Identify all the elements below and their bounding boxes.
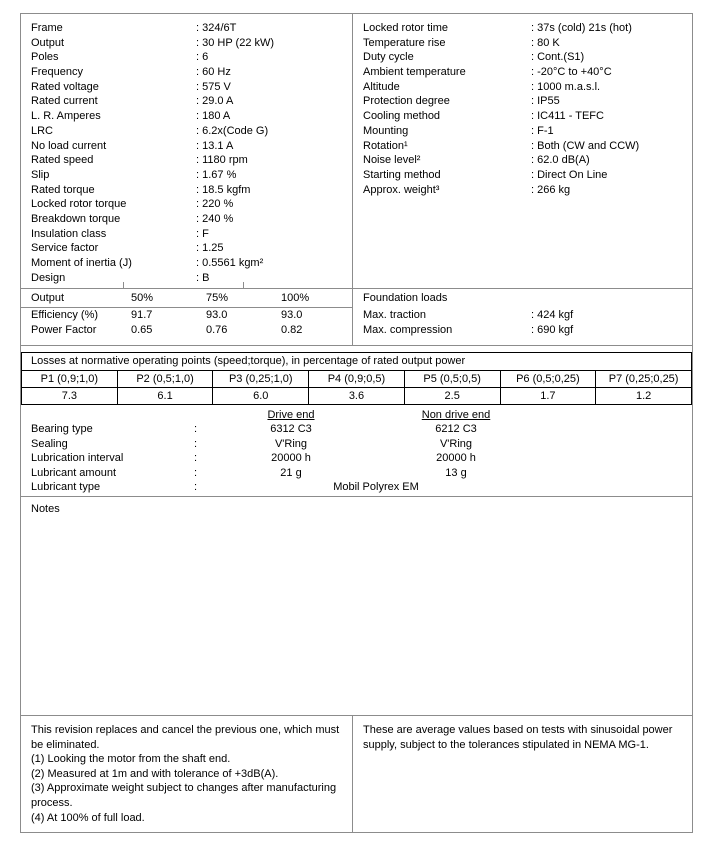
spec-value: : 62.0 dB(A) (531, 154, 590, 167)
spec-row (31, 241, 352, 256)
bearing-non-drive-end-value: 13 g (445, 466, 467, 479)
spec-label: No load current (31, 139, 107, 152)
lubricant-type-value: Mobil Polyrex EM (333, 481, 419, 493)
tolerance-disclaimer: These are average values based on tests with sinusoidal power supply, subject to the tolerances stipulated in NEMA MG-1. (363, 724, 673, 751)
spec-value: : Both (CW and CCW) (531, 139, 640, 152)
foundation-value: : 690 kgf (531, 323, 574, 336)
footer-right-column (353, 716, 692, 832)
spec-row (31, 183, 352, 198)
spec-label: Frame (31, 22, 63, 34)
foundation-row (363, 323, 692, 338)
spec-label: Breakdown torque (31, 212, 121, 225)
spec-row (363, 80, 692, 95)
performance-header-cell: 75% (206, 292, 229, 304)
performance-row-label: Efficiency (%) (31, 309, 99, 321)
bearings-header-row (21, 408, 692, 422)
spec-label: Ambient temperature (363, 66, 466, 79)
spec-row (31, 227, 352, 242)
datasheet-frame (20, 13, 693, 833)
non-drive-end-header: Non drive end (421, 409, 491, 421)
specs-right-list (353, 14, 692, 197)
spec-value: : 575 V (196, 80, 231, 93)
bearing-drive-end-value: 20000 h (271, 452, 311, 464)
spec-row (31, 50, 352, 65)
spec-label: Slip (31, 168, 50, 181)
losses-column-header: P3 (0,25;1,0) (213, 371, 309, 388)
bearing-rows (21, 422, 692, 480)
spec-label: Design (31, 271, 66, 284)
bearing-colon: : (194, 423, 198, 435)
specs-section (21, 14, 692, 289)
spec-row (31, 256, 352, 271)
lubricant-type-label: Lubricant type (31, 481, 101, 493)
spec-label: Rated voltage (31, 80, 99, 93)
footnote-line: (4) At 100% of full load. (31, 811, 145, 824)
losses-column-header: P2 (0,5;1,0) (117, 371, 213, 388)
losses-value: 3.6 (309, 388, 405, 405)
spec-value: : 37s (cold) 21s (hot) (531, 22, 632, 34)
spec-label: Insulation class (31, 227, 107, 240)
spec-value: : 1000 m.a.s.l. (531, 80, 601, 93)
spec-row (31, 36, 352, 51)
performance-row (31, 323, 352, 338)
losses-column-header: P6 (0,5;0,25) (500, 371, 596, 388)
spec-value: : -20°C to +40°C (531, 66, 612, 79)
losses-value: 1.2 (596, 388, 692, 405)
spec-row (31, 153, 352, 168)
spec-value: : 180 A (196, 110, 231, 123)
spec-row (363, 109, 692, 124)
performance-header-cell: 100% (281, 292, 310, 304)
bearing-colon: : (194, 452, 198, 464)
foundation-label: Max. compression (363, 323, 453, 336)
spec-label: Frequency (31, 66, 83, 79)
spec-row (363, 36, 692, 51)
bearing-row-label: Lubricant amount (31, 466, 116, 479)
losses-value: 7.3 (22, 388, 118, 405)
spec-label: Locked rotor time (363, 22, 448, 34)
losses-value: 1.7 (500, 388, 596, 405)
spec-label: Altitude (363, 80, 400, 93)
losses-header-row (22, 371, 692, 388)
spec-row (363, 183, 692, 198)
bearing-drive-end-value: 21 g (280, 466, 302, 479)
bearing-row (21, 437, 692, 452)
footnote-line: (3) Approximate weight subject to changes after manufacturing process. (31, 782, 337, 809)
foundation-row (363, 308, 692, 323)
bearing-row-label: Bearing type (31, 423, 93, 435)
performance-header-cell: Output (31, 292, 65, 304)
spec-label: Cooling method (363, 110, 441, 123)
spec-value: : Direct On Line (531, 168, 608, 181)
losses-column-header: P4 (0,9;0,5) (309, 371, 405, 388)
spec-label: Moment of inertia (J) (31, 257, 132, 269)
losses-title-row (22, 353, 692, 371)
spec-label: Noise level² (363, 154, 421, 167)
spec-label: Rated current (31, 95, 98, 108)
spec-row (363, 124, 692, 139)
losses-value: 6.0 (213, 388, 309, 405)
footnote-line: (1) Looking the motor from the shaft end. (31, 753, 231, 766)
spec-label: Starting method (363, 168, 441, 181)
specs-left-list (21, 14, 352, 285)
grid-tick (243, 282, 244, 289)
spec-row (363, 65, 692, 80)
bearing-non-drive-end-value: 20000 h (436, 452, 476, 464)
spec-value: : 1.25 (196, 242, 224, 255)
spec-label: Service factor (31, 242, 99, 255)
spec-value: : IC411 - TEFC (531, 110, 604, 123)
losses-column-header: P5 (0,5;0,5) (404, 371, 500, 388)
bearing-row (21, 422, 692, 437)
spec-row (31, 21, 352, 36)
spec-label: Approx. weight³ (363, 183, 440, 196)
spec-value: : 29.0 A (196, 95, 234, 108)
spec-row (31, 65, 352, 80)
foundation-loads (353, 289, 692, 345)
spec-label: Temperature rise (363, 36, 446, 49)
spec-row (31, 109, 352, 124)
spec-value: : 1.67 % (196, 168, 237, 181)
spec-row (31, 139, 352, 154)
spec-value: : IP55 (531, 95, 560, 108)
spec-row (31, 94, 352, 109)
drive-end-header-cell (211, 408, 371, 422)
spec-value: : 80 K (531, 36, 560, 49)
losses-table (21, 352, 692, 405)
performance-row (31, 308, 352, 323)
spec-label: Rotation¹ (363, 139, 408, 152)
spec-label: Duty cycle (363, 51, 414, 64)
drive-end-header: Drive end (267, 409, 315, 421)
notes-title: Notes (31, 503, 60, 515)
spec-row (363, 21, 692, 36)
notes-section (21, 497, 692, 716)
footnote-line: (2) Measured at 1m and with tolerance of +3dB(A). (31, 767, 279, 780)
spec-row (363, 139, 692, 154)
spec-label: Rated torque (31, 183, 95, 196)
bearing-row-label: Sealing (31, 437, 68, 450)
revision-notes (21, 716, 352, 825)
bearing-colon: : (194, 466, 198, 479)
spec-value: : 324/6T (196, 22, 237, 34)
losses-value: 2.5 (404, 388, 500, 405)
losses-value: 6.1 (117, 388, 213, 405)
bearings-section (21, 405, 692, 497)
spec-value: : 13.1 A (196, 139, 234, 152)
grid-tick (123, 282, 124, 289)
spec-value: : 266 kg (531, 183, 571, 196)
spec-value: : 6.2x(Code G) (196, 124, 269, 137)
spec-value: : 6 (196, 51, 209, 64)
footer-left-column (21, 716, 353, 832)
spec-row (31, 168, 352, 183)
spec-value: : B (196, 271, 210, 284)
spec-label: Rated speed (31, 154, 94, 167)
performance-value: 93.0 (281, 309, 303, 321)
performance-header-cell: 50% (131, 292, 154, 304)
spec-row (363, 94, 692, 109)
spec-row (31, 212, 352, 227)
spec-value: : F-1 (531, 124, 554, 137)
lubricant-type-row (21, 480, 692, 495)
spec-value: : Cont.(S1) (531, 51, 585, 64)
spec-label: Output (31, 36, 65, 49)
spec-row (31, 197, 352, 212)
bearing-row (21, 451, 692, 466)
spec-label: Mounting (363, 124, 409, 137)
spec-row (363, 153, 692, 168)
losses-title: Losses at normative operating points (speed;torque), in percentage of rated output power (22, 353, 692, 371)
bearing-drive-end-value: 6312 C3 (270, 423, 312, 435)
bearing-colon: : (194, 437, 198, 450)
spec-value: : F (196, 227, 209, 240)
performance-rows (21, 308, 352, 337)
bearing-row (21, 466, 692, 481)
performance-value: 0.76 (206, 323, 228, 336)
spec-label: Protection degree (363, 95, 450, 108)
footnote-line: This revision replaces and cancel the previous one, which must be eliminated. (31, 724, 340, 751)
bearing-drive-end-value: V'Ring (274, 437, 308, 450)
performance-row-label: Power Factor (31, 323, 97, 336)
spec-row (31, 124, 352, 139)
foundation-value: : 424 kgf (531, 309, 574, 321)
specs-left-column (21, 14, 353, 288)
non-drive-end-header-cell (371, 408, 541, 422)
bearing-non-drive-end-value: V'Ring (439, 437, 473, 450)
spec-value: : 60 Hz (196, 66, 231, 79)
spec-value: : 30 HP (22 kW) (196, 36, 275, 49)
specs-right-column (353, 14, 692, 288)
foundation-loads-title: Foundation loads (363, 292, 448, 304)
bearing-non-drive-end-value: 6212 C3 (435, 423, 477, 435)
foundation-label: Max. traction (363, 309, 426, 321)
bearing-row-label: Lubrication interval (31, 452, 124, 464)
spec-label: Locked rotor torque (31, 198, 127, 211)
spec-value: : 1180 rpm (196, 154, 248, 167)
performance-value: 93.0 (206, 309, 228, 321)
spec-row (363, 50, 692, 65)
spec-row (31, 271, 352, 286)
spec-value: : 0.5561 kgm² (196, 257, 264, 269)
spec-row (31, 80, 352, 95)
performance-table (21, 289, 353, 345)
spec-value: : 220 % (196, 198, 234, 211)
performance-header-row (21, 289, 352, 308)
performance-section (21, 289, 692, 346)
footer-section (21, 716, 692, 832)
foundation-rows (363, 308, 692, 337)
spacer (194, 408, 211, 422)
spec-row (363, 168, 692, 183)
lubricant-type-colon: : (194, 481, 198, 493)
losses-column-header: P7 (0,25;0,25) (596, 371, 692, 388)
losses-column-header: P1 (0,9;1,0) (22, 371, 118, 388)
performance-value: 0.82 (281, 323, 303, 336)
performance-value: 0.65 (131, 323, 153, 336)
spec-label: LRC (31, 124, 54, 137)
spec-label: Poles (31, 51, 59, 64)
spec-label: L. R. Amperes (31, 110, 101, 123)
performance-value: 91.7 (131, 309, 153, 321)
losses-values-row (22, 388, 692, 405)
spec-value: : 240 % (196, 212, 234, 225)
spec-value: : 18.5 kgfm (196, 183, 251, 196)
spacer (31, 408, 194, 422)
